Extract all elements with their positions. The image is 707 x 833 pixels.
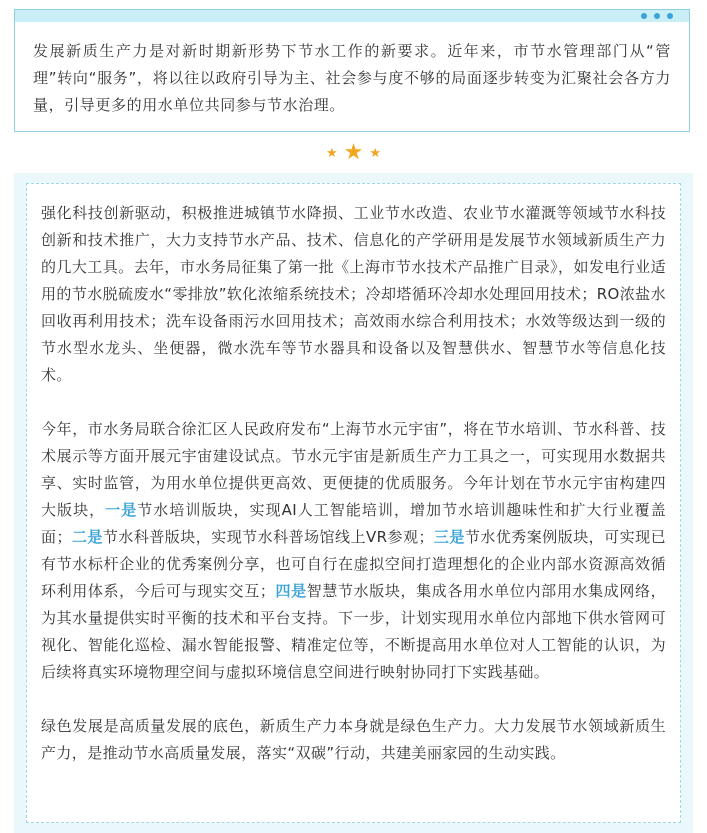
intro-text: 发展新质生产力是对新时期新形势下节水工作的新要求。近年来，市节水管理部门从“管理”转向“服务”，将以往以政府引导为主、社会参与度不够的局面逐步转变为汇聚社会各方力量，引导更多的用水单位共同参与节水治理。 (33, 42, 671, 114)
star-icon: ★ (343, 140, 364, 165)
paragraph-text: 节水培训版块，实现AI人工智能培训，增加节水培训趣味性和扩大行业覆盖面； (41, 501, 667, 546)
paragraph-text: 今年，市水务局联合徐汇区人民政府发布“上海节水元宇宙”，将在节水培训、节水科普、技术展示等方面开展元宇宙建设试点。节水元宇宙是新质生产力工具之一，可实现用水数据共享、实时监管，为用水单位提供更高效、更便捷的优质服务。今年计划在节水元宇宙构建四大版块， (41, 420, 666, 519)
paragraph-text: 节水优秀案例版块，可实现已有节水标杆企业的优秀案例分享，也可自行在虚拟空间打造理想化的企业内部水资源高效循环利用体系，今后可与现实交互； (41, 528, 666, 600)
paragraph-text: 智慧节水版块，集成各用水单位内部用水集成网络，为其水量提供实时平衡的技术和平台支持。下一步，计划实现用水单位内部地下供水管网可视化、智能化巡检、漏水智能报警、精准定位等，不断提高用水单位对人工智能的认识，为后续将真实环境物理空间与虚拟环境信息空间进行映射协同打下实践基础。 (41, 582, 666, 681)
content-inner (26, 183, 681, 823)
star-icon: ★ (369, 145, 382, 161)
paragraph-text: 节水科普版块，实现节水科普场馆线上VR参观； (102, 528, 434, 546)
paragraph-metaverse (41, 416, 666, 686)
intro-card-header (15, 10, 689, 22)
dot-icon (654, 13, 660, 19)
highlight-second: 二是 (71, 528, 103, 546)
highlight-first: 一是 (105, 501, 138, 519)
paragraph-green-development: 绿色发展是高质量发展的底色，新质生产力本身就是绿色生产力。大力发展节水领域新质生产力，是推动节水高质量发展，落实“双碳”行动，共建美丽家园的生动实践。 (41, 717, 666, 762)
content-box (14, 173, 693, 833)
intro-card (14, 9, 690, 132)
dot-icon (667, 13, 673, 19)
dots-decoration (641, 11, 673, 21)
paragraph-tech-innovation: 强化科技创新驱动，积极推进城镇节水降损、工业节水改造、农业节水灌溉等领域节水科技创新和技术推广，大力支持节水产品、技术、信息化的产学研用是发展节水领域新质生产力的几大工具。去年，市水务局征集了第一批《上海市节水技术产品推广目录》，如发电行业适用的节水脱硫废水“零排放”软化浓缩系统技术；冷却塔循环冷却水处理回用技术；RO浓盐水回收再利用技术；洗车设备雨污水回用技术；高效雨水综合利用技术；水效等级达到一级的节水型水龙头、坐便器，微水洗车等节水器具和设备以及智慧供水、智慧节水等信息化技术。 (41, 204, 666, 384)
highlight-fourth: 四是 (275, 582, 307, 600)
star-divider (0, 142, 707, 164)
dot-icon (641, 13, 647, 19)
highlight-third: 三是 (433, 528, 465, 546)
star-icon: ★ (325, 145, 338, 161)
